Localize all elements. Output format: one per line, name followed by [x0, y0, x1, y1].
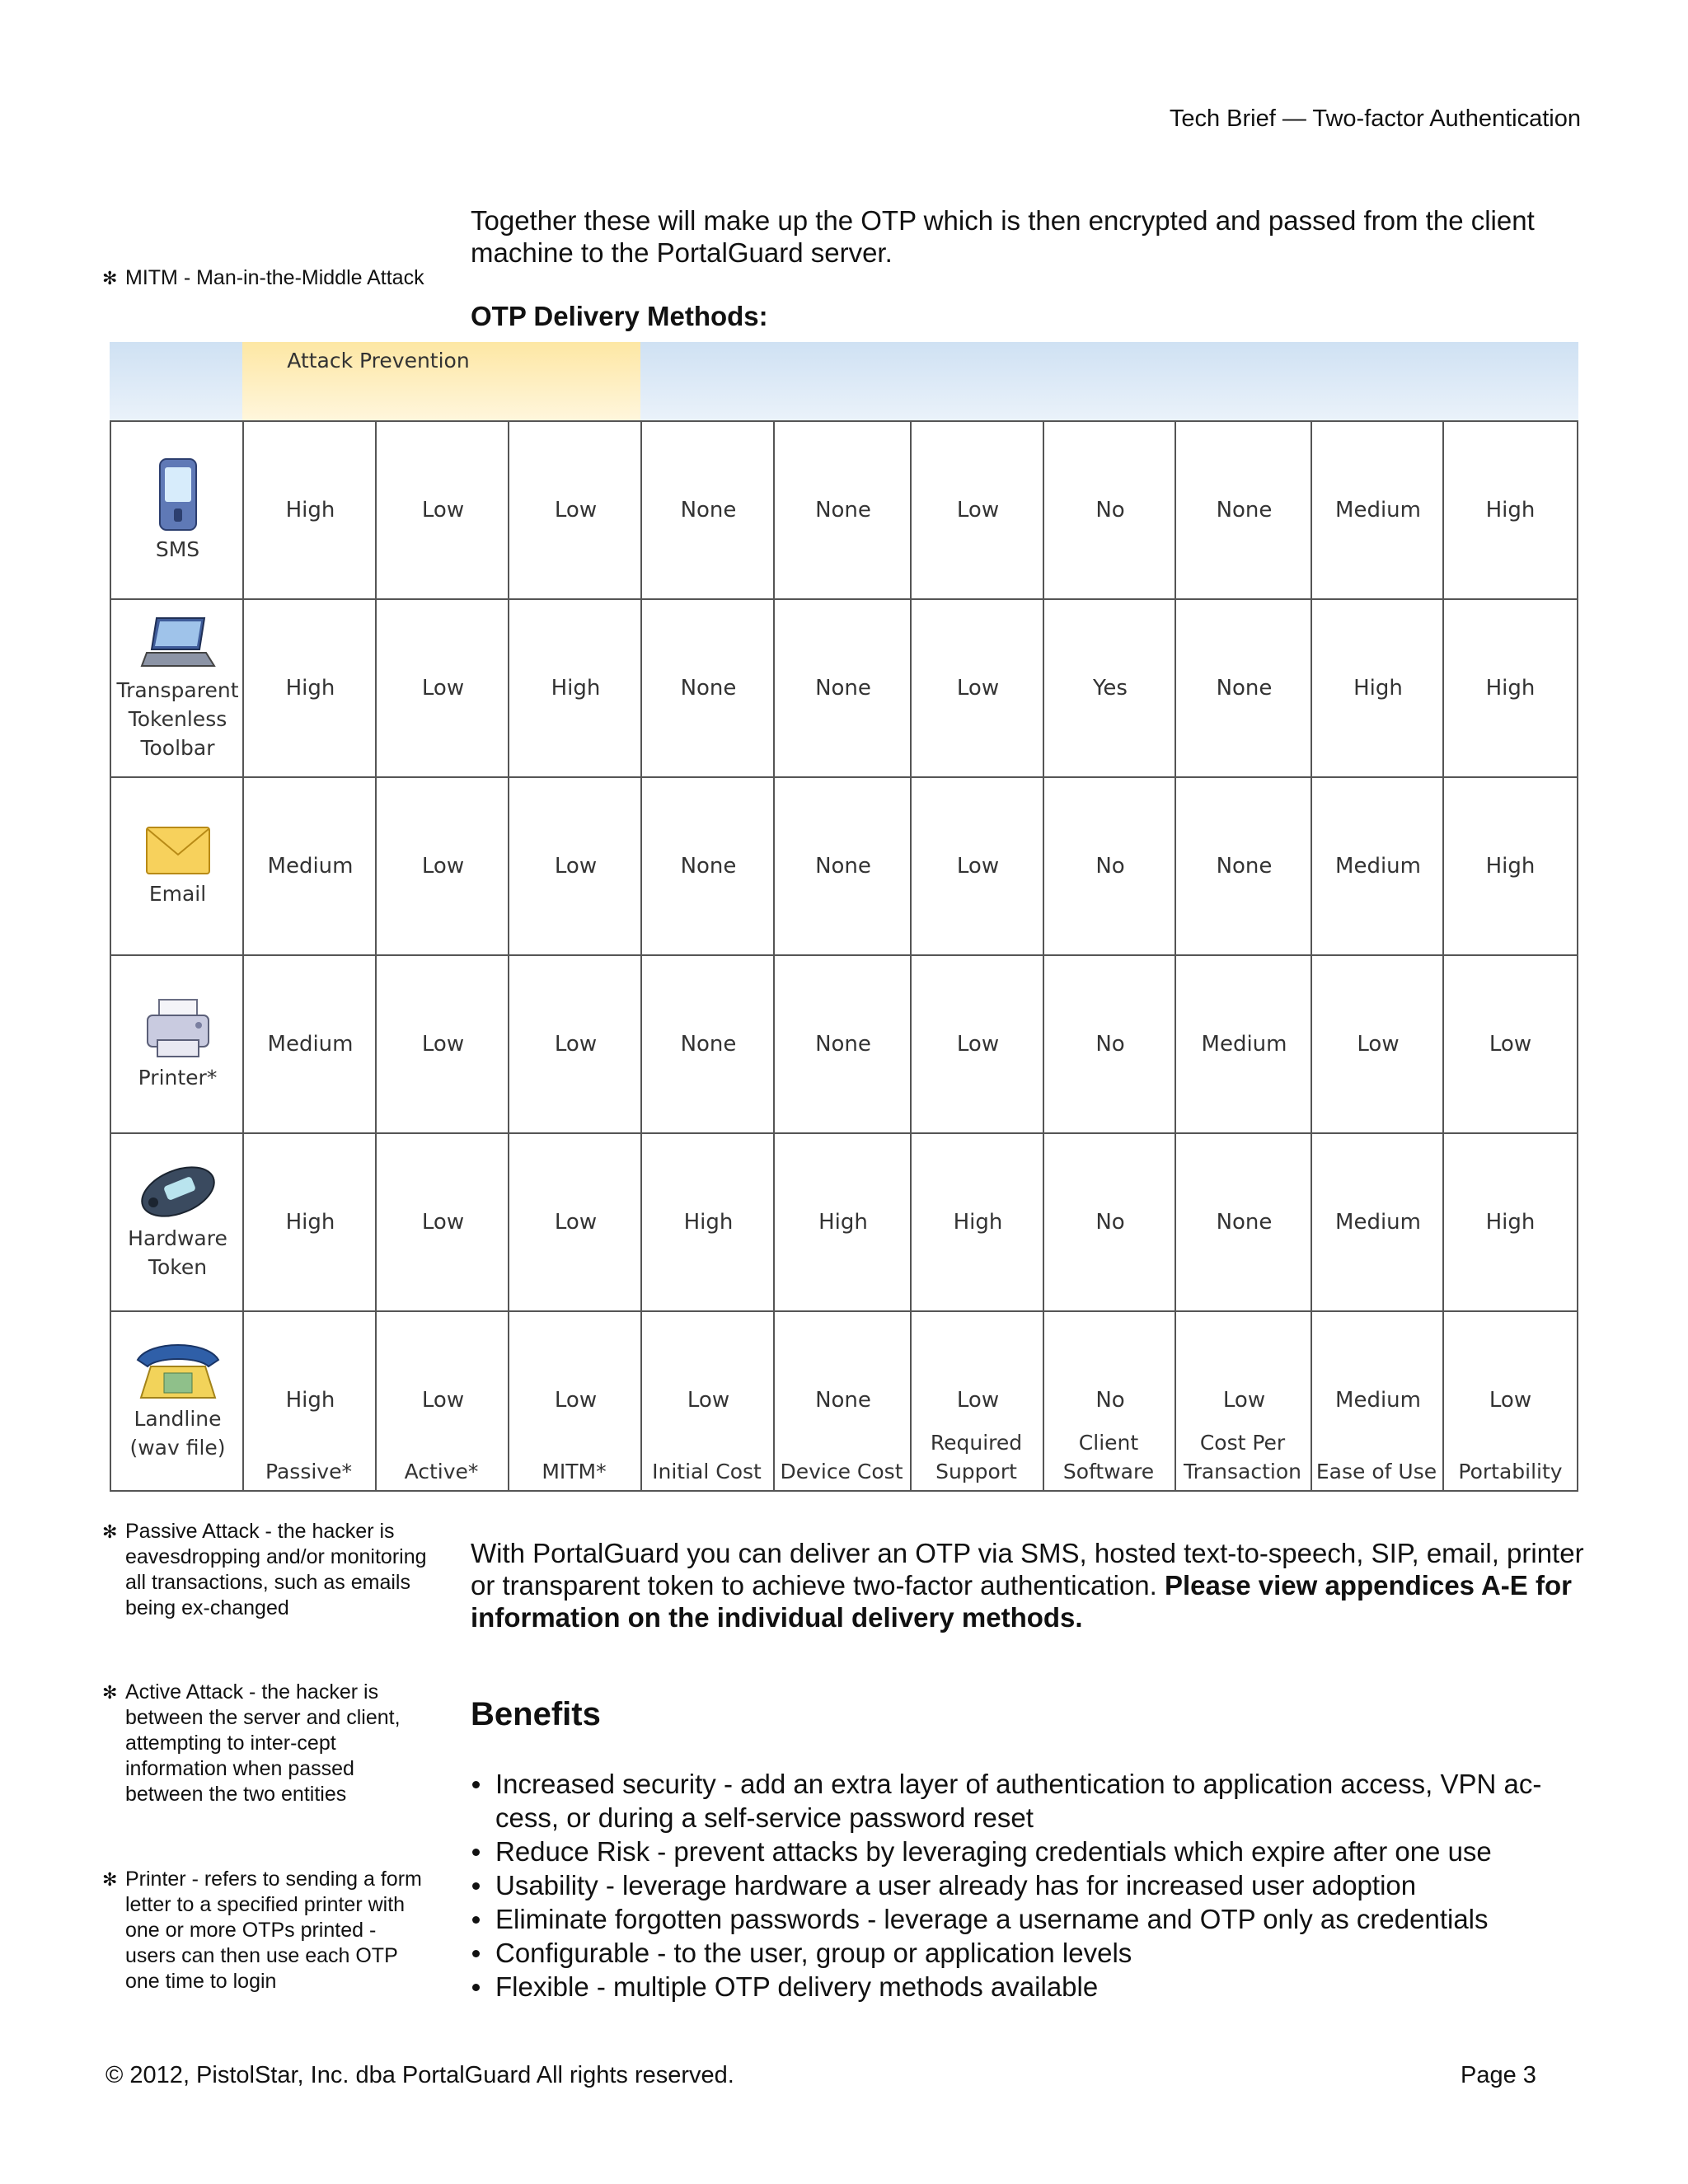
table-row: [111, 422, 1577, 600]
paragraph-text: With PortalGuard you can deliver an OTP via SMS, hosted text-to-speech, SIP, email, printer or transparent token to achieve two-factor authentication.: [471, 1538, 1584, 1601]
table-cell: Low: [956, 854, 1000, 879]
table-cell: Low: [1222, 1388, 1266, 1413]
method-label: Hardware Token: [128, 1226, 227, 1279]
table-cell: Medium: [1335, 1388, 1421, 1413]
table-cell: None: [1216, 498, 1273, 523]
table-cell: None: [815, 1032, 871, 1057]
printer-icon: [144, 997, 212, 1060]
benefits-list: [471, 1767, 1592, 2004]
table-cell: No: [1095, 1032, 1125, 1057]
column-header: Device Cost: [780, 1460, 903, 1483]
table-cell: None: [680, 676, 737, 701]
method-cell: [111, 956, 244, 1132]
token-icon: [137, 1163, 219, 1221]
table-cell: High: [1485, 498, 1536, 523]
table-cell: High: [285, 1388, 335, 1413]
column-header: Initial Cost: [652, 1460, 762, 1483]
table-cell: Medium: [1201, 1032, 1287, 1057]
asterisk-icon: ✻: [102, 1521, 118, 1542]
table-cell: Low: [1489, 1388, 1532, 1413]
table-cell: None: [680, 1032, 737, 1057]
list-item: Increased security - add an extra layer of authentication to application access, VPN ac-cess, or during a self-service password reset: [471, 1767, 1592, 1835]
table-cell: Low: [421, 1388, 465, 1413]
side-note-passive: [102, 1519, 430, 1621]
list-item: Usability - leverage hardware a user already has for increased user adoption: [471, 1868, 1592, 1902]
table-cell: None: [815, 498, 871, 523]
method-cell: [111, 1134, 244, 1310]
asterisk-icon: ✻: [102, 268, 118, 288]
table-cell: Low: [421, 1210, 465, 1235]
table-cell: High: [285, 1210, 335, 1235]
side-note-text: MITM - Man-in-the-Middle Attack: [125, 266, 424, 289]
copyright: © 2012, PistolStar, Inc. dba PortalGuard All rights reserved.: [106, 2062, 734, 2088]
table-grid: [110, 420, 1578, 1492]
table-cell: Medium: [267, 854, 354, 879]
method-label: Printer*: [138, 1065, 218, 1090]
list-item: Configurable - to the user, group or application levels: [471, 1936, 1592, 1970]
intro-paragraph: Together these will make up the OTP which is then encrypted and passed from the client machine to the PortalGuard server.: [471, 205, 1535, 268]
method-label: SMS: [155, 537, 200, 561]
envelope-icon: [144, 825, 212, 876]
side-note-active: [102, 1680, 430, 1807]
benefits-heading: Benefits: [471, 1696, 601, 1732]
asterisk-icon: ✻: [102, 1682, 118, 1703]
side-note-mitm: [102, 265, 430, 291]
column-header: MITM*: [542, 1460, 607, 1483]
page-number: Page 3: [1461, 2062, 1536, 2088]
telephone-icon: [133, 1338, 223, 1401]
method-label: Email: [148, 881, 207, 906]
table-cell: None: [1216, 1210, 1273, 1235]
table-cell: Low: [421, 676, 465, 701]
table-cell: Medium: [1335, 498, 1421, 523]
method-cell: [111, 422, 244, 598]
table-cell: Low: [421, 498, 465, 523]
table-cell: None: [815, 1388, 871, 1413]
table-row: [111, 600, 1577, 778]
table-cell: Medium: [267, 1032, 354, 1057]
method-label: Transparent Tokenless Toolbar: [116, 677, 239, 760]
table-cell: High: [1353, 676, 1403, 701]
side-note-text: Printer - refers to sending a form letter to a specified printer with one or more OTPs printed - users can then use each OTP one time to login: [125, 1868, 422, 1993]
list-item: Flexible - multiple OTP delivery methods available: [471, 1970, 1592, 2004]
table-cell: High: [285, 498, 335, 523]
table-row: [111, 956, 1577, 1134]
table-cell: Yes: [1093, 676, 1128, 701]
list-item: Reduce Risk - prevent attacks by leveraging credentials which expire after one use: [471, 1835, 1592, 1868]
table-cell: High: [1485, 1210, 1536, 1235]
column-header: Passive*: [265, 1460, 352, 1483]
paragraph-bold: Please view appendices A-E for information on the individual delivery methods.: [471, 1570, 1572, 1633]
column-header: Required Support: [930, 1431, 1023, 1483]
table-cell: Low: [554, 1032, 598, 1057]
side-note-text: Active Attack - the hacker is between the server and client, attempting to inter-cept information when passed between the two entities: [125, 1680, 401, 1806]
table-row: [111, 778, 1577, 956]
side-note-printer: [102, 1867, 430, 1994]
laptop-icon: [140, 615, 216, 673]
column-header: Ease of Use: [1315, 1460, 1437, 1483]
table-cell: None: [1216, 854, 1273, 879]
table-cell: Low: [687, 1388, 730, 1413]
table-cell: None: [815, 854, 871, 879]
table-cell: High: [1485, 854, 1536, 879]
column-header: Portability: [1458, 1460, 1563, 1483]
list-item: Eliminate forgotten passwords - leverage a username and OTP only as credentials: [471, 1902, 1592, 1936]
attack-prevention-label: Attack Prevention: [287, 349, 470, 373]
table-cell: Low: [554, 1388, 598, 1413]
table-cell: No: [1095, 498, 1125, 523]
page-header: Tech Brief — Two-factor Authentication: [1169, 105, 1581, 132]
table-row: [111, 1134, 1577, 1312]
table-cell: None: [1216, 676, 1273, 701]
otp-delivery-table: [110, 342, 1578, 1493]
table-cell: Low: [1357, 1032, 1400, 1057]
method-cell: [111, 778, 244, 954]
side-note-text: Passive Attack - the hacker is eavesdropping and/or monitoring all transactions, such as emails being ex-changed: [125, 1520, 427, 1619]
delivery-heading: OTP Delivery Methods:: [471, 301, 768, 331]
table-cell: Low: [554, 854, 598, 879]
table-cell: High: [953, 1210, 1003, 1235]
table-cell: No: [1095, 854, 1125, 879]
table-cell: None: [680, 498, 737, 523]
table-cell: High: [1485, 676, 1536, 701]
table-cell: High: [285, 676, 335, 701]
table-row: [111, 1312, 1577, 1490]
table-cell: None: [815, 676, 871, 701]
table-cell: Low: [421, 1032, 465, 1057]
table-cell: None: [680, 854, 737, 879]
method-cell: [111, 600, 244, 776]
method-label: Landline (wav file): [129, 1407, 226, 1460]
table-cell: No: [1095, 1210, 1125, 1235]
column-header: Client Software: [1062, 1431, 1155, 1483]
delivery-paragraph: [471, 1537, 1592, 1633]
table-cell: Low: [421, 854, 465, 879]
column-header: Cost Per Transaction: [1183, 1431, 1302, 1483]
column-header: Active*: [404, 1460, 479, 1483]
table-cell: Low: [956, 1032, 1000, 1057]
asterisk-icon: ✻: [102, 1869, 118, 1890]
table-cell: Medium: [1335, 854, 1421, 879]
table-cell: Low: [554, 498, 598, 523]
table-cell: High: [683, 1210, 734, 1235]
phone-icon: [157, 457, 199, 532]
table-cell: Medium: [1335, 1210, 1421, 1235]
table-cell: Low: [1489, 1032, 1532, 1057]
table-cell: Low: [554, 1210, 598, 1235]
table-cell: Low: [956, 498, 1000, 523]
table-cell: Low: [956, 676, 1000, 701]
table-cell: High: [818, 1210, 868, 1235]
table-cell: No: [1095, 1388, 1125, 1413]
table-cell: High: [551, 676, 601, 701]
method-cell: [111, 1312, 244, 1488]
table-cell: Low: [956, 1388, 1000, 1413]
